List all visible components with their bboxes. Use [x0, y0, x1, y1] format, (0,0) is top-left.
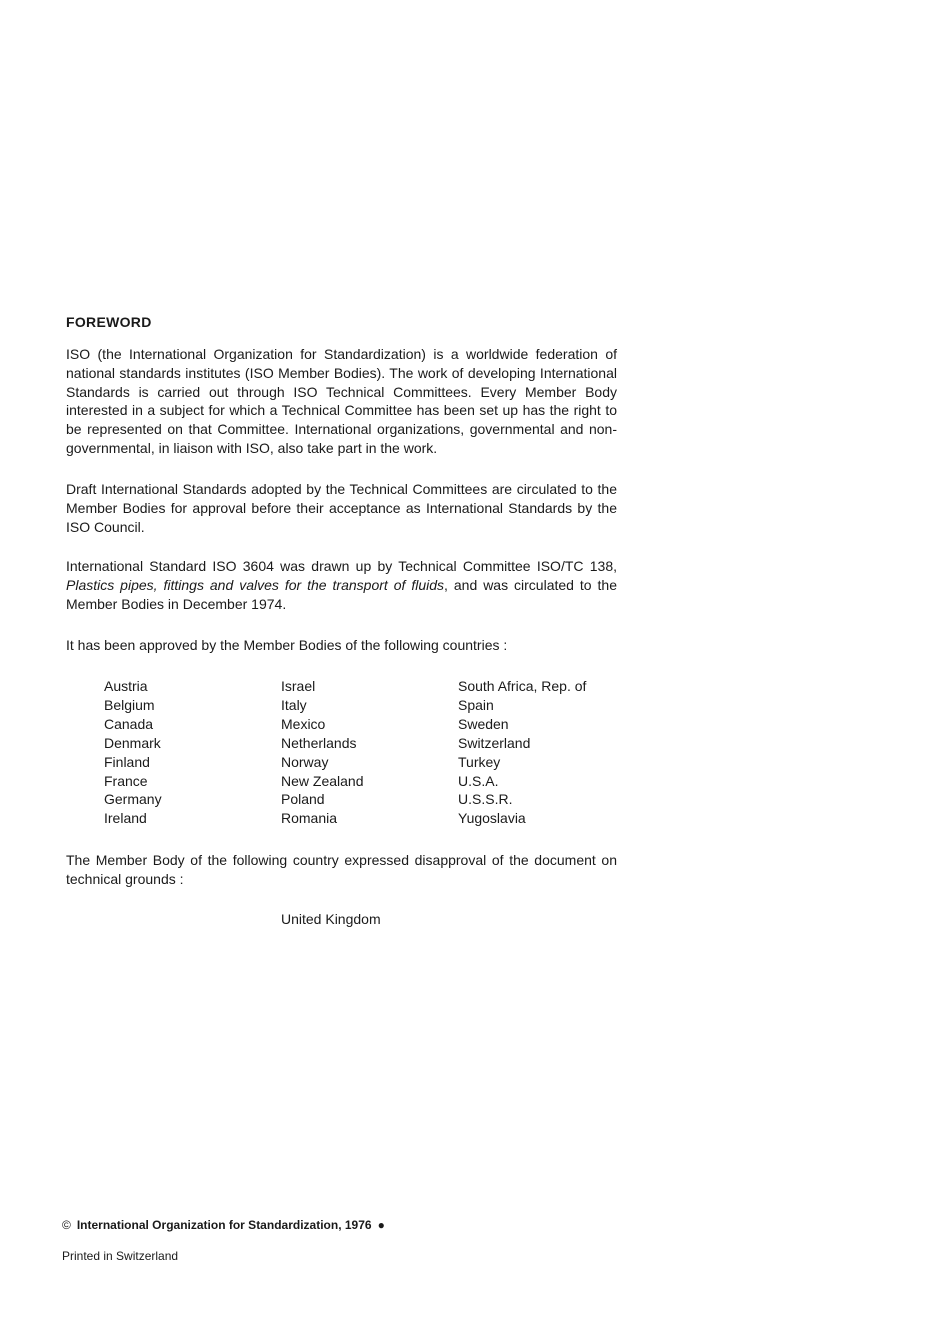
country-name: Romania	[281, 810, 338, 827]
countries-column-2	[281, 677, 364, 828]
foreword-paragraph-3	[66, 557, 617, 613]
paragraph-3-end: , and was circulated to the Member Bodies in December 1974.	[66, 576, 617, 612]
countries-column-1	[104, 677, 162, 828]
country-name: Mexico	[281, 715, 326, 732]
foreword-paragraph-1: ISO (the International Organization for Standardization) is a worldwide federation of national standards institutes (ISO Member Bodies). The work of developing International Standards is carried out through ISO Technical Committees. Every Member Body interested in a subject for which a Technical Committee has been set up has the right to be represented on that Committee. International organizations, governmental and non-governmental, in liaison with ISO, also take part in the work.	[66, 346, 617, 456]
country-name: Poland	[281, 791, 325, 808]
country-name: Yugoslavia	[458, 810, 526, 827]
country-name: Italy	[281, 696, 307, 713]
country-name: Norway	[281, 753, 329, 770]
country-name: Germany	[104, 791, 162, 808]
foreword-heading: FOREWORD	[66, 314, 152, 330]
country-name: U.S.A.	[458, 772, 499, 789]
country-name: Switzerland	[458, 734, 531, 751]
copyright-line	[62, 1218, 385, 1232]
country-name: Austria	[104, 678, 148, 694]
country-name: Finland	[104, 753, 150, 770]
country-name: Netherlands	[281, 734, 357, 751]
committee-title: Plastics pipes, fittings and valves for the transport of fluids	[66, 576, 445, 593]
country-name: Belgium	[104, 696, 155, 713]
country-name: Spain	[458, 696, 494, 713]
bullet-icon: ●	[377, 1218, 385, 1232]
country-name: New Zealand	[281, 772, 364, 789]
country-name: U.S.S.R.	[458, 791, 513, 808]
foreword-paragraph-2: Draft International Standards adopted by the Technical Committees are circulated to the Member Bodies for approval before their acceptance as International Standards by the ISO Council.	[66, 481, 617, 535]
country-name: Sweden	[458, 715, 509, 732]
countries-column-3	[458, 677, 586, 828]
country-name: Ireland	[104, 810, 147, 827]
paragraph-3-start: International Standard ISO 3604 was drawn up by Technical Committee ISO/TC 138,	[66, 558, 617, 574]
copyright-icon: ©	[62, 1218, 71, 1232]
country-name: South Africa, Rep. of	[458, 678, 587, 694]
foreword-paragraph-4: It has been approved by the Member Bodies of the following countries :	[66, 637, 508, 653]
country-name: Israel	[281, 678, 316, 694]
country-name: Canada	[104, 715, 154, 732]
copyright-text: International Organization for Standardization, 1976	[76, 1218, 372, 1232]
country-name: Denmark	[104, 734, 161, 751]
foreword-paragraph-5: The Member Body of the following country expressed disapproval of the document on technical grounds :	[66, 852, 617, 887]
disapproving-country: United Kingdom	[281, 911, 381, 927]
country-name: France	[104, 772, 148, 789]
printed-in-line: Printed in Switzerland	[62, 1249, 179, 1263]
country-name: Turkey	[458, 753, 501, 770]
